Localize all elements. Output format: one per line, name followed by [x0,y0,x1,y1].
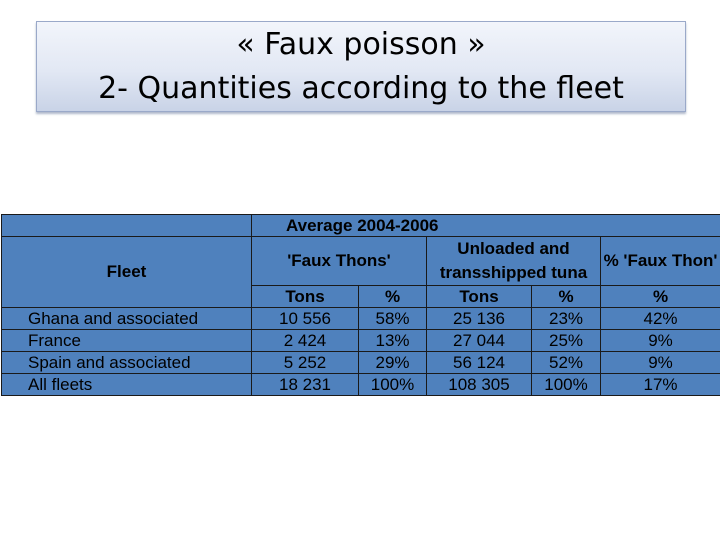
fleet-cell: Ghana and associated [2,308,252,330]
unloaded-header-line1: Unloaded and [457,239,570,258]
faux-thons-header: 'Faux Thons' [252,237,427,286]
faux-pct-cell: 29% [359,352,427,374]
slide-title [36,21,686,112]
faux-pct-cell: 100% [359,374,427,396]
unloaded-header [427,237,601,286]
unloaded-pct-cell: 100% [532,374,601,396]
ratio-cell: 9% [601,330,720,352]
title-line-2: 2- Quantities according to the fleet [98,71,624,106]
fleet-header: Fleet [2,237,252,308]
period-header: Average 2004-2006 [252,215,720,237]
table-row [2,374,720,396]
ratio-cell: 17% [601,374,720,396]
ratio-cell: 9% [601,352,720,374]
ratio-cell: 42% [601,308,720,330]
unloaded-tons-cell: 56 124 [427,352,532,374]
faux-tons-cell: 5 252 [252,352,359,374]
unloaded-tons-cell: 25 136 [427,308,532,330]
unloaded-pct-cell: 25% [532,330,601,352]
fleet-quantities-table [1,214,720,396]
table-row [2,308,720,330]
faux-tons-cell: 18 231 [252,374,359,396]
unloaded-header-line2: transshipped tuna [439,263,588,282]
subheader-tons: Tons [252,286,359,308]
title-line-1: « Faux poisson » [236,27,486,62]
faux-tons-cell: 2 424 [252,330,359,352]
subheader-tons: Tons [427,286,532,308]
table-period-row [2,215,720,237]
subheader-pct: % [359,286,427,308]
pct-faux-header: % 'Faux Thon' [601,237,720,286]
subheader-pct: % [532,286,601,308]
subheader-pct: % [601,286,720,308]
fleet-cell: France [2,330,252,352]
unloaded-pct-cell: 52% [532,352,601,374]
unloaded-pct-cell: 23% [532,308,601,330]
faux-tons-cell: 10 556 [252,308,359,330]
fleet-cell: Spain and associated [2,352,252,374]
faux-pct-cell: 58% [359,308,427,330]
fleet-cell: All fleets [2,374,252,396]
unloaded-tons-cell: 27 044 [427,330,532,352]
table-row [2,352,720,374]
table-row [2,330,720,352]
faux-pct-cell: 13% [359,330,427,352]
table-header-row [2,237,720,286]
unloaded-tons-cell: 108 305 [427,374,532,396]
